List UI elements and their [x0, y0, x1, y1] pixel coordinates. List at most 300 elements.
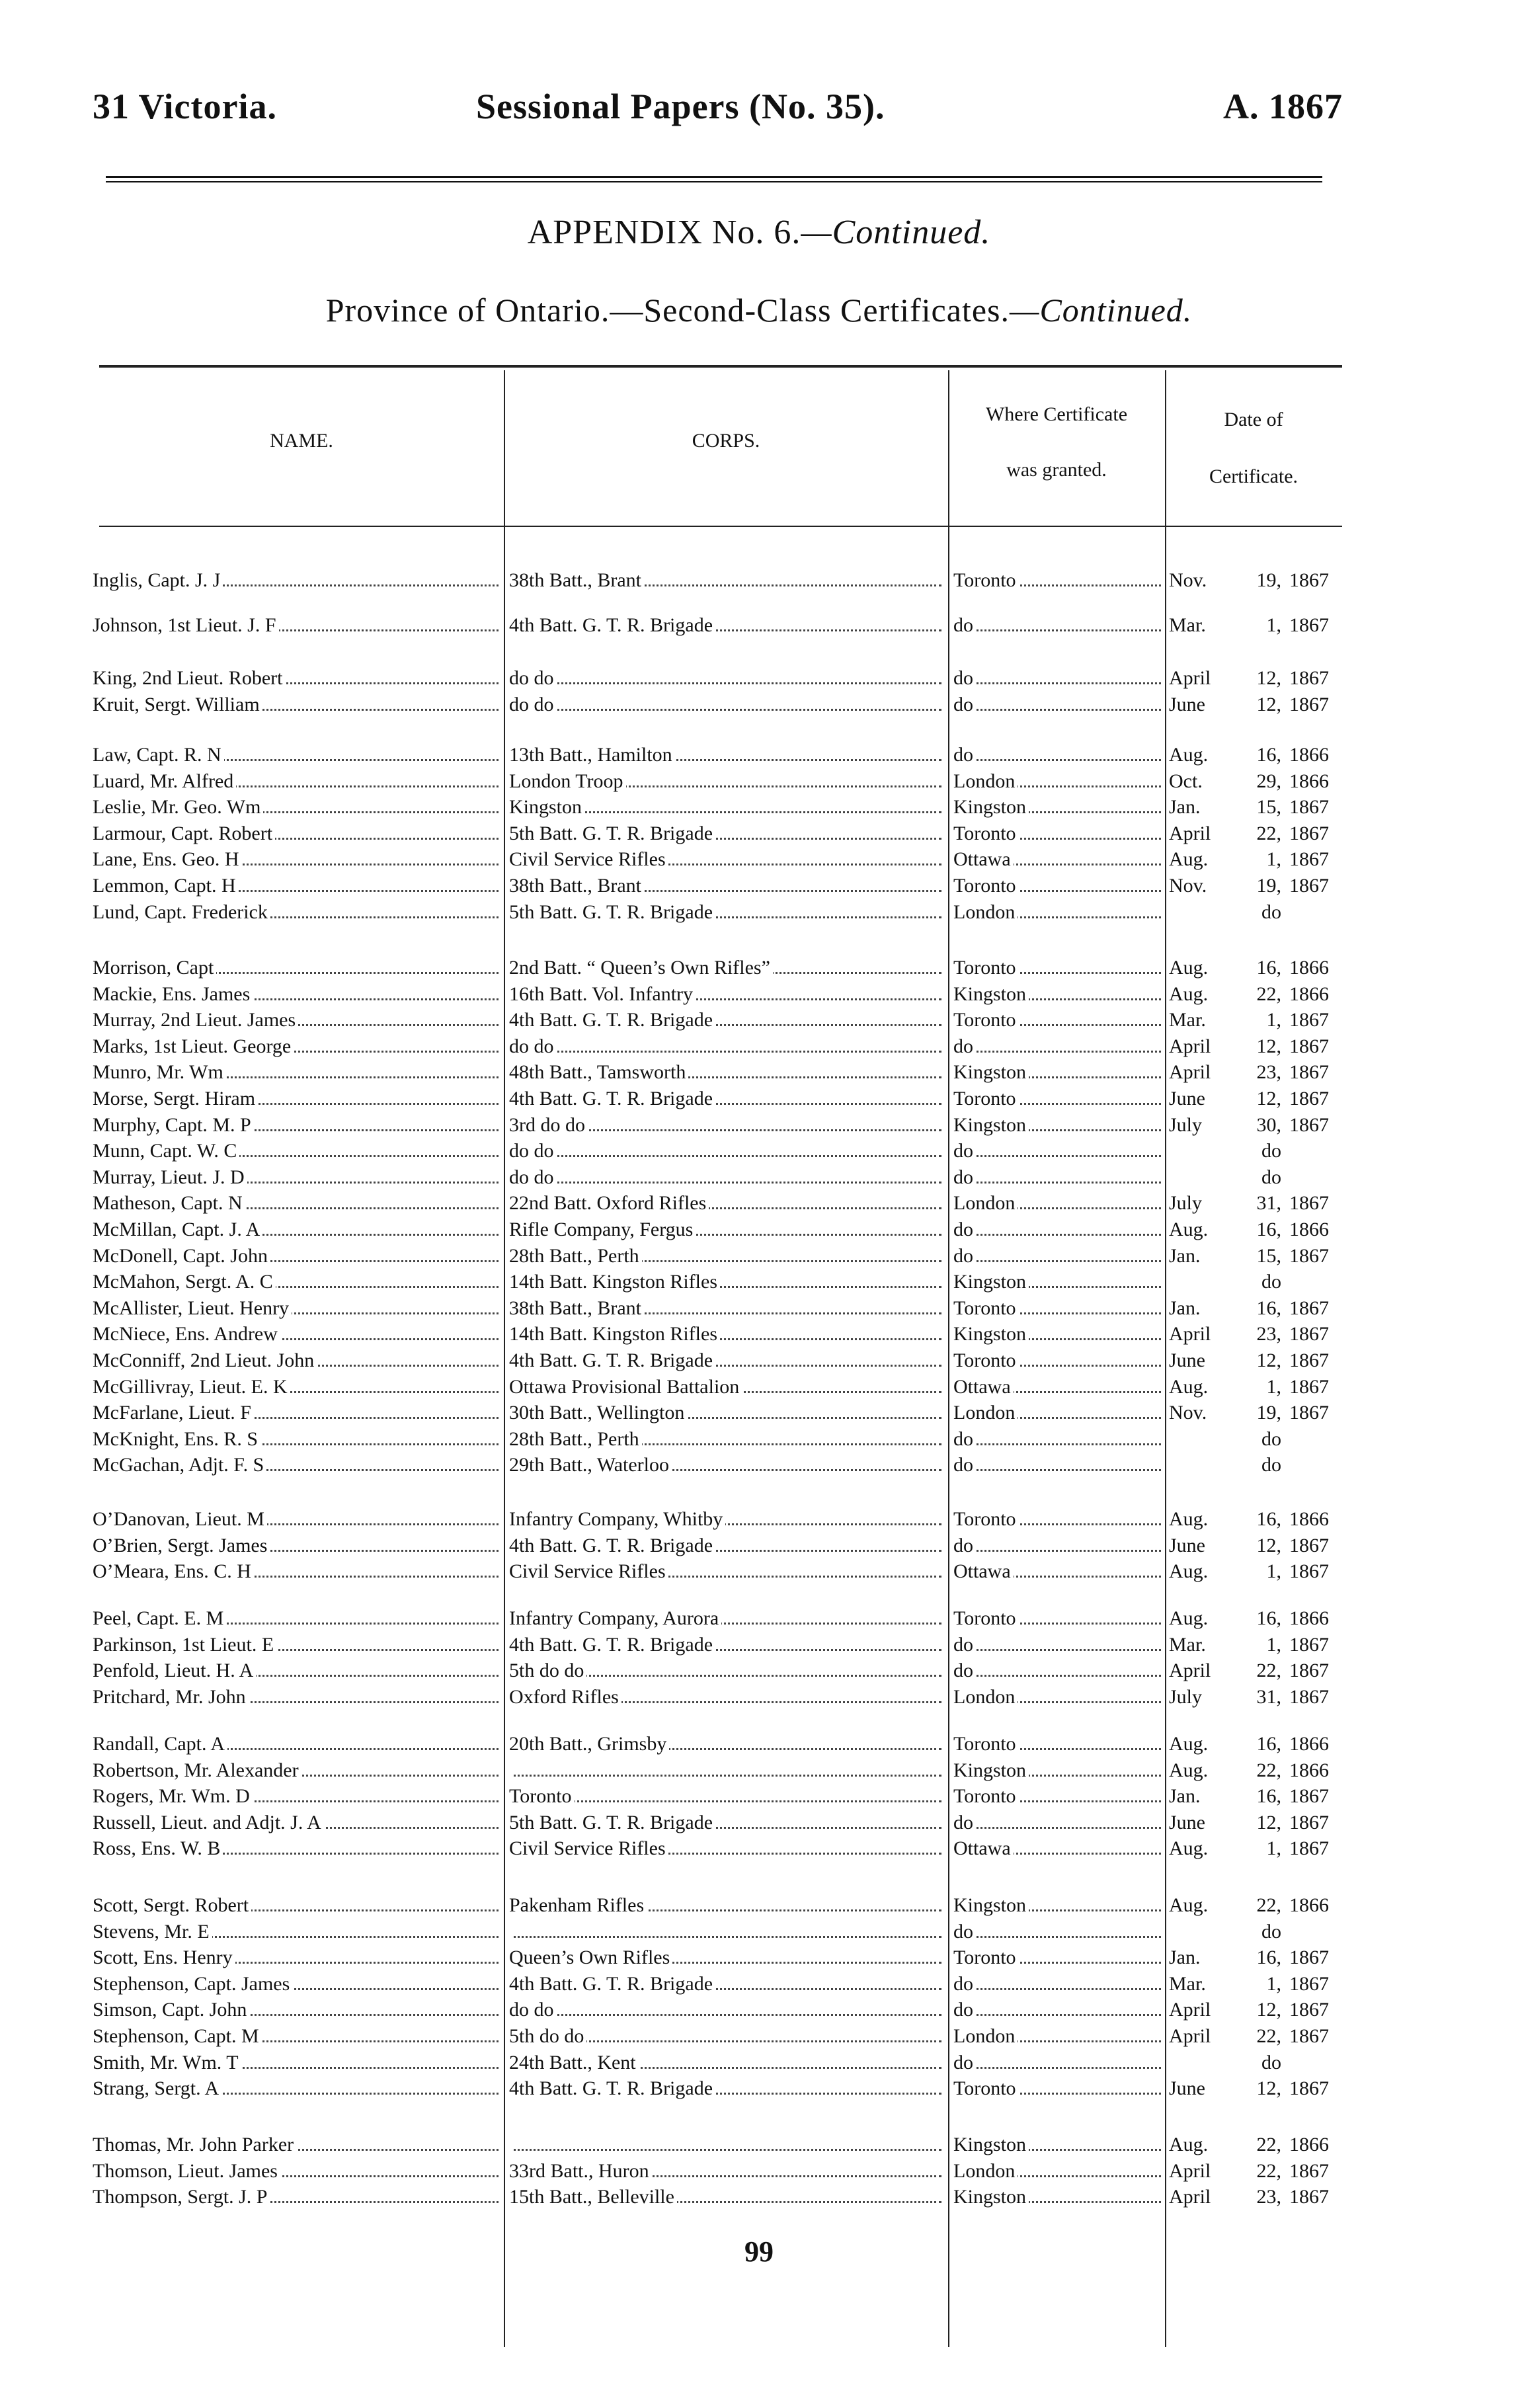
where-granted-cell: [953, 873, 1165, 899]
corps-cell-text: 2nd Batt. “ Queen’s Own Rifles”: [509, 957, 773, 979]
name-cell-text: Ross, Ens. W. B: [93, 1837, 223, 1859]
date-day-cell: do: [1261, 1140, 1281, 1162]
corps-cell: [509, 1892, 945, 1919]
date-day-cell: 12,: [1256, 1999, 1281, 2021]
name-cell: [93, 1086, 502, 1112]
corps-cell-text: Infantry Company, Aurora: [509, 1607, 721, 1629]
date-day-cell: 22,: [1256, 2134, 1281, 2155]
where-granted-cell-text: Kingston: [953, 2134, 1029, 2155]
corps-cell-text: do do: [509, 1999, 557, 2021]
where-granted-cell-text: Ottawa: [953, 1376, 1014, 1398]
name-cell-text: Scott, Sergt. Robert: [93, 1894, 251, 1916]
name-cell-text: King, 2nd Lieut. Robert: [93, 667, 285, 689]
corps-cell-text: Ottawa Provisional Battalion: [509, 1376, 742, 1398]
where-granted-cell-text: Ottawa: [953, 1560, 1014, 1582]
date-day-cell: 29,: [1256, 770, 1281, 792]
corps-cell: [509, 1269, 945, 1295]
table-row: [0, 981, 1518, 1008]
table-row: [0, 1190, 1518, 1217]
table-row: [0, 1007, 1518, 1033]
corps-cell-text: 15th Batt., Belleville: [509, 2186, 677, 2208]
corps-cell: [509, 1112, 945, 1139]
date-year-cell: 1866: [1289, 1733, 1329, 1755]
corps-cell-text: 4th Batt. G. T. R. Brigade: [509, 1009, 715, 1031]
where-granted-cell: [953, 1190, 1165, 1217]
date-month-cell: Jan.: [1169, 796, 1201, 818]
corps-cell: [509, 1919, 945, 1945]
date-day-cell: 31,: [1256, 1686, 1281, 1708]
table-row: [0, 742, 1518, 768]
date-year-cell: 1867: [1289, 1088, 1329, 1109]
corps-cell: [509, 955, 945, 981]
name-cell: [93, 1971, 502, 1997]
date-month-cell: Jan.: [1169, 1785, 1201, 1807]
where-granted-cell: [953, 612, 1165, 639]
where-granted-cell: [953, 1007, 1165, 1033]
where-granted-cell-text: Ottawa: [953, 848, 1014, 870]
where-granted-cell-text: Kingston: [953, 1323, 1029, 1345]
name-cell-text: Stephenson, Capt. James: [93, 1973, 292, 1995]
name-cell: [93, 2184, 502, 2210]
corps-cell-text: 48th Batt., Tamsworth: [509, 1061, 688, 1083]
date-year-cell: 1867: [1289, 1114, 1329, 1136]
table-row: [0, 2023, 1518, 2050]
table-row: [0, 1217, 1518, 1243]
table-row: [0, 1112, 1518, 1139]
date-year-cell: 1867: [1289, 796, 1329, 818]
date-day-cell: 12,: [1256, 1349, 1281, 1371]
where-granted-cell: [953, 1658, 1165, 1684]
corps-cell-text: Civil Service Rifles: [509, 1837, 668, 1859]
name-cell: [93, 1347, 502, 1374]
name-cell: [93, 2050, 502, 2076]
corps-cell-text: 38th Batt., Brant: [509, 1297, 644, 1319]
where-granted-cell-text: Kingston: [953, 2186, 1029, 2208]
where-granted-cell: [953, 2050, 1165, 2076]
where-granted-cell-text: do: [953, 1921, 976, 1943]
where-granted-cell-text: do: [953, 1245, 976, 1267]
date-year-cell: 1867: [1289, 875, 1329, 897]
name-cell-text: Russell, Lieut. and Adjt. J. A: [93, 1812, 324, 1833]
where-granted-cell-text: Kingston: [953, 1061, 1029, 1083]
where-granted-cell: [953, 2023, 1165, 2050]
appendix-title-continued: —Continued.: [801, 214, 991, 251]
where-granted-cell: [953, 1269, 1165, 1295]
table-row: [0, 1684, 1518, 1710]
date-day-cell: 16,: [1256, 1297, 1281, 1319]
date-year-cell: 1866: [1289, 1759, 1329, 1781]
date-year-cell: 1866: [1289, 770, 1329, 792]
where-granted-cell: [953, 1533, 1165, 1559]
date-day-cell: 1,: [1266, 1837, 1281, 1859]
date-year-cell: 1867: [1289, 1349, 1329, 1371]
where-granted-cell: [953, 1971, 1165, 1997]
date-day-cell: 12,: [1256, 667, 1281, 689]
where-granted-cell: [953, 1835, 1165, 1862]
name-cell: [93, 794, 502, 821]
corps-cell: [509, 2184, 945, 2210]
corps-cell-text: 4th Batt. G. T. R. Brigade: [509, 1088, 715, 1109]
date-day-cell: 12,: [1256, 2077, 1281, 2099]
date-month-cell: Jan.: [1169, 1245, 1201, 1267]
where-granted-cell-text: Kingston: [953, 1271, 1029, 1293]
date-day-cell: 1,: [1266, 1634, 1281, 1656]
corps-cell: [509, 1533, 945, 1559]
name-cell-text: Parkinson, 1st Lieut. E: [93, 1634, 276, 1656]
table-row: [0, 2132, 1518, 2158]
where-granted-cell: [953, 1632, 1165, 1658]
date-day-cell: 19,: [1256, 569, 1281, 591]
date-day-cell: do: [1261, 1166, 1281, 1188]
where-granted-cell-text: London: [953, 2160, 1018, 2182]
where-granted-cell: [953, 1757, 1165, 1784]
where-granted-cell-text: Toronto: [953, 1349, 1019, 1371]
where-granted-cell-text: do: [953, 2052, 976, 2073]
where-granted-cell: [953, 1295, 1165, 1322]
corps-cell: [509, 1997, 945, 2023]
where-granted-cell-text: Toronto: [953, 1785, 1019, 1807]
name-cell: [93, 1059, 502, 1086]
where-granted-cell: [953, 2184, 1165, 2210]
table-row: [0, 821, 1518, 847]
name-cell-text: Thompson, Sergt. J. P: [93, 2186, 270, 2208]
date-year-cell: 1866: [1289, 2134, 1329, 2155]
column-header-where-line2: was granted.: [1006, 459, 1107, 481]
table-row: [0, 1632, 1518, 1658]
date-day-cell: 22,: [1256, 983, 1281, 1005]
corps-cell: [509, 1400, 945, 1426]
corps-cell-text: 38th Batt., Brant: [509, 569, 644, 591]
date-day-cell: 19,: [1256, 1402, 1281, 1424]
date-day-cell: 1,: [1266, 1376, 1281, 1398]
corps-cell-text: do do: [509, 1035, 557, 1057]
date-month-cell: Mar.: [1169, 1009, 1206, 1031]
date-year-cell: 1866: [1289, 744, 1329, 766]
name-cell-text: Randall, Capt. A: [93, 1733, 227, 1755]
date-month-cell: June: [1169, 1535, 1205, 1556]
name-cell: [93, 665, 502, 692]
name-cell: [93, 2132, 502, 2158]
date-month-cell: Nov.: [1169, 875, 1207, 897]
date-year-cell: 1867: [1289, 1297, 1329, 1319]
corps-cell-text: 5th Batt. G. T. R. Brigade: [509, 901, 715, 923]
table-row: [0, 1269, 1518, 1295]
corps-cell: [509, 873, 945, 899]
corps-cell-text: Infantry Company, Whitby: [509, 1508, 725, 1530]
date-month-cell: April: [1169, 1061, 1211, 1083]
where-granted-cell-text: Kingston: [953, 1759, 1029, 1781]
where-granted-cell-text: do: [953, 1219, 976, 1240]
date-year-cell: 1867: [1289, 1946, 1329, 1968]
corps-cell: [509, 1506, 945, 1533]
name-cell-text: Peel, Capt. E. M: [93, 1607, 226, 1629]
where-granted-cell-text: Kingston: [953, 1894, 1029, 1916]
corps-cell: [509, 1971, 945, 1997]
name-cell-text: Pritchard, Mr. John: [93, 1686, 249, 1708]
where-granted-cell: [953, 2075, 1165, 2102]
name-cell: [93, 1997, 502, 2023]
where-granted-cell: [953, 1426, 1165, 1453]
where-granted-cell: [953, 1783, 1165, 1810]
name-cell-text: Kruit, Sergt. William: [93, 694, 262, 715]
date-month-cell: Aug.: [1169, 2134, 1209, 2155]
name-cell: [93, 1558, 502, 1585]
date-year-cell: 1867: [1289, 1402, 1329, 1424]
corps-cell: [509, 1295, 945, 1322]
where-granted-cell: [953, 1945, 1165, 1971]
date-month-cell: July: [1169, 1686, 1203, 1708]
name-cell-text: Morrison, Capt: [93, 957, 216, 979]
corps-cell: [509, 1086, 945, 1112]
name-cell: [93, 1164, 502, 1191]
corps-cell: [509, 1783, 945, 1810]
table-row: [0, 1835, 1518, 1862]
corps-cell: [509, 1426, 945, 1453]
name-cell-text: Leslie, Mr. Geo. Wm: [93, 796, 263, 818]
name-cell-text: McMillan, Capt. J. A: [93, 1219, 262, 1240]
date-month-cell: Aug.: [1169, 1894, 1209, 1916]
table-row: [0, 1295, 1518, 1322]
date-month-cell: Aug.: [1169, 1376, 1209, 1398]
corps-cell-text: 4th Batt. G. T. R. Brigade: [509, 2077, 715, 2099]
name-cell-text: Mackie, Ens. James: [93, 983, 253, 1005]
where-granted-cell-text: Toronto: [953, 1946, 1019, 1968]
where-granted-cell-text: Toronto: [953, 2077, 1019, 2099]
name-cell-text: Robertson, Mr. Alexander: [93, 1759, 301, 1781]
column-header-date-line1: Date of: [1224, 409, 1283, 430]
where-granted-cell-text: Toronto: [953, 875, 1019, 897]
name-cell: [93, 692, 502, 718]
date-month-cell: June: [1169, 1088, 1205, 1109]
column-header-name: NAME.: [270, 430, 333, 452]
where-granted-cell: [953, 899, 1165, 926]
where-granted-cell: [953, 665, 1165, 692]
date-month-cell: July: [1169, 1114, 1203, 1136]
header-rule-top: [106, 176, 1322, 178]
table-row: [0, 1658, 1518, 1684]
table-row: [0, 665, 1518, 692]
corps-cell-text: 5th Batt. G. T. R. Brigade: [509, 823, 715, 844]
where-granted-cell-text: London: [953, 1686, 1018, 1708]
corps-cell: [509, 1757, 945, 1784]
corps-cell: [509, 981, 945, 1008]
table-row: [0, 1374, 1518, 1400]
corps-cell: [509, 2050, 945, 2076]
where-granted-cell-text: London: [953, 901, 1018, 923]
name-cell: [93, 1757, 502, 1784]
date-year-cell: 1867: [1289, 1973, 1329, 1995]
corps-cell: [509, 1217, 945, 1243]
table-row: [0, 1086, 1518, 1112]
name-cell-text: Rogers, Mr. Wm. D: [93, 1785, 253, 1807]
date-year-cell: 1866: [1289, 1894, 1329, 1916]
name-cell: [93, 1138, 502, 1164]
name-cell: [93, 955, 502, 981]
date-day-cell: 23,: [1256, 1061, 1281, 1083]
date-year-cell: 1867: [1289, 1192, 1329, 1214]
corps-cell-text: 4th Batt. G. T. R. Brigade: [509, 614, 715, 636]
name-cell-text: Simson, Capt. John: [93, 1999, 249, 2021]
corps-cell: [509, 899, 945, 926]
corps-cell-text: do do: [509, 1166, 557, 1188]
name-cell: [93, 1033, 502, 1060]
column-header-where-line1: Where Certificate: [985, 403, 1128, 425]
corps-cell-text: 28th Batt., Perth: [509, 1245, 642, 1267]
date-month-cell: April: [1169, 2025, 1211, 2047]
date-day-cell: 15,: [1256, 1245, 1281, 1267]
name-cell: [93, 612, 502, 639]
corps-cell: [509, 1347, 945, 1374]
date-year-cell: 1867: [1289, 1660, 1329, 1681]
name-cell-text: Stevens, Mr. E: [93, 1921, 212, 1943]
corps-cell: [509, 1138, 945, 1164]
where-granted-cell-text: Toronto: [953, 823, 1019, 844]
name-cell-text: Matheson, Capt. N: [93, 1192, 245, 1214]
date-day-cell: 22,: [1256, 2025, 1281, 2047]
table-row: [0, 794, 1518, 821]
date-month-cell: July: [1169, 1192, 1203, 1214]
corps-cell: [509, 567, 945, 594]
date-year-cell: 1866: [1289, 1607, 1329, 1629]
name-cell-text: McMahon, Sergt. A. C: [93, 1271, 276, 1293]
date-day-cell: 1,: [1266, 848, 1281, 870]
table-row: [0, 1997, 1518, 2023]
name-cell-text: Thomas, Mr. John Parker: [93, 2134, 296, 2155]
where-granted-cell-text: do: [953, 1035, 976, 1057]
date-day-cell: 12,: [1256, 1535, 1281, 1556]
corps-cell-text: Kingston: [509, 796, 584, 818]
date-year-cell: 1867: [1289, 1560, 1329, 1582]
date-day-cell: do: [1261, 1921, 1281, 1943]
date-day-cell: 12,: [1256, 1088, 1281, 1109]
name-cell-text: Marks, 1st Lieut. George: [93, 1035, 294, 1057]
table-row: [0, 1971, 1518, 1997]
name-cell: [93, 1605, 502, 1632]
name-cell: [93, 1321, 502, 1347]
table-row: [0, 1164, 1518, 1191]
name-cell-text: Stephenson, Capt. M: [93, 2025, 262, 2047]
date-month-cell: April: [1169, 823, 1211, 844]
date-month-cell: Oct.: [1169, 770, 1203, 792]
date-day-cell: 16,: [1256, 1508, 1281, 1530]
date-day-cell: 15,: [1256, 796, 1281, 818]
corps-cell: [509, 1164, 945, 1191]
name-cell: [93, 1783, 502, 1810]
name-cell: [93, 1217, 502, 1243]
date-year-cell: 1867: [1289, 1323, 1329, 1345]
name-cell: [93, 1190, 502, 1217]
corps-cell: [509, 1835, 945, 1862]
date-year-cell: 1867: [1289, 1535, 1329, 1556]
where-granted-cell-text: London: [953, 1402, 1018, 1424]
where-granted-cell: [953, 1164, 1165, 1191]
corps-cell-text: 14th Batt. Kingston Rifles: [509, 1271, 720, 1293]
where-granted-cell-text: Kingston: [953, 983, 1029, 1005]
date-year-cell: 1867: [1289, 2077, 1329, 2099]
name-cell-text: McFarlane, Lieut. F: [93, 1402, 254, 1424]
date-day-cell: 12,: [1256, 1035, 1281, 1057]
date-day-cell: 16,: [1256, 1946, 1281, 1968]
name-cell: [93, 981, 502, 1008]
date-year-cell: 1867: [1289, 1634, 1329, 1656]
name-cell: [93, 1684, 502, 1710]
where-granted-cell: [953, 1400, 1165, 1426]
name-cell-text: McNiece, Ens. Andrew: [93, 1323, 280, 1345]
where-granted-cell-text: London: [953, 2025, 1018, 2047]
name-cell: [93, 1243, 502, 1269]
table-row: [0, 612, 1518, 639]
date-month-cell: April: [1169, 1323, 1211, 1345]
running-header-left: 31 Victoria.: [93, 87, 277, 126]
table-row: [0, 2075, 1518, 2102]
corps-cell-text: [509, 1921, 512, 1943]
date-year-cell: 1867: [1289, 667, 1329, 689]
where-granted-cell: [953, 1684, 1165, 1710]
date-year-cell: 1867: [1289, 2186, 1329, 2208]
where-granted-cell: [953, 1138, 1165, 1164]
corps-cell: [509, 2158, 945, 2185]
date-year-cell: 1867: [1289, 2160, 1329, 2182]
date-month-cell: Aug.: [1169, 1508, 1209, 1530]
name-cell-text: Thomson, Lieut. James: [93, 2160, 280, 2182]
name-cell-text: Lane, Ens. Geo. H: [93, 848, 242, 870]
table-row: [0, 567, 1518, 594]
where-granted-cell: [953, 1243, 1165, 1269]
date-month-cell: Aug.: [1169, 1560, 1209, 1582]
date-day-cell: 1,: [1266, 1560, 1281, 1582]
where-granted-cell-text: Kingston: [953, 796, 1029, 818]
where-granted-cell-text: London: [953, 1192, 1018, 1214]
province-title: [0, 291, 1518, 329]
corps-cell: [509, 1321, 945, 1347]
where-granted-cell-text: do: [953, 1140, 976, 1162]
corps-cell: [509, 1810, 945, 1836]
corps-cell-text: 13th Batt., Hamilton: [509, 744, 675, 766]
table-row: [0, 1321, 1518, 1347]
where-granted-cell: [953, 1112, 1165, 1139]
name-cell: [93, 1919, 502, 1945]
corps-cell-text: 24th Batt., Kent: [509, 2052, 639, 2073]
corps-cell-text: Rifle Company, Fergus: [509, 1219, 696, 1240]
table-row: [0, 1033, 1518, 1060]
corps-cell: [509, 692, 945, 718]
where-granted-cell: [953, 1059, 1165, 1086]
where-granted-cell-text: do: [953, 744, 976, 766]
where-granted-cell: [953, 567, 1165, 594]
where-granted-cell-text: Toronto: [953, 1297, 1019, 1319]
where-granted-cell: [953, 2132, 1165, 2158]
date-year-cell: 1867: [1289, 823, 1329, 844]
table-row: [0, 2050, 1518, 2076]
corps-cell-text: 5th Batt. G. T. R. Brigade: [509, 1812, 715, 1833]
date-day-cell: 1,: [1266, 1009, 1281, 1031]
name-cell-text: Luard, Mr. Alfred: [93, 770, 236, 792]
table-row: [0, 1757, 1518, 1784]
date-month-cell: Nov.: [1169, 569, 1207, 591]
corps-cell: [509, 794, 945, 821]
table-row: [0, 1138, 1518, 1164]
table-row: [0, 846, 1518, 873]
corps-cell: [509, 2132, 945, 2158]
where-granted-cell-text: Toronto: [953, 1009, 1019, 1031]
column-header-corps: CORPS.: [692, 430, 760, 452]
corps-cell-text: 3rd do do: [509, 1114, 588, 1136]
corps-cell: [509, 768, 945, 795]
corps-cell-text: 4th Batt. G. T. R. Brigade: [509, 1973, 715, 1995]
date-day-cell: do: [1261, 1454, 1281, 1476]
date-year-cell: 1867: [1289, 1837, 1329, 1859]
where-granted-cell: [953, 821, 1165, 847]
